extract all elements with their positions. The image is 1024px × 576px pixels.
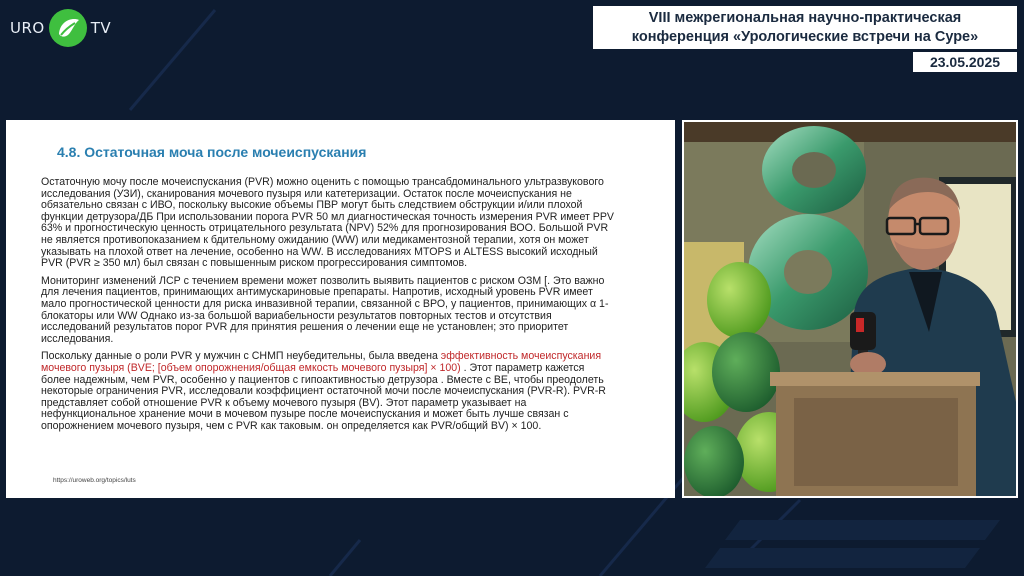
slide-paragraph-3 [41, 351, 616, 432]
conference-title-line2: конференция «Урологические встречи на Суре» [631, 28, 979, 45]
paragraph-3-end: . Этот параметр кажется более надежным, чем PVR, особенно у пациентов с гипоактивностью детрузора . Вместе с BE, чтобы преодолеть некоторые ограничения PVR, исследовали коэффициент остаточной мочи после мочеиспускания (PVR-R). PVR-R представляет собой отношение PVR к объему мочевого пузыря (BV). Этот параметр указывает на нефункциональное хранение мочи в мочевом пузыре после мочеиспускания и может быть лучше связан с опорожнением мочевого пузыря, чем с PVR как таковым. он определяется как PVR/общий BV) × 100. [41, 361, 606, 432]
date-badge: 23.05.2025 [913, 52, 1017, 72]
slide-paragraph-2: Мониторинг изменений ЛСР с течением времени может позволить выявить пациентов с риском ОЗМ [. Это важно для лечения пациентов, принимающих антимускариновые препараты. Напротив, исходный уровень PVR имеет мало прогностической ценности для риска инвазивной терапии, связанной с ВРО, у пациентов, принимающих α 1-блокаторы или WW Однако из-за большой вариабельности результатов повторных тестов и отсутствия исследований результатов порог PVR для принятия решения о лечении еще не установлен; это приоритет исследования. [41, 274, 609, 345]
slide-title: 4.8. Остаточная моча после мочеиспускания [57, 144, 367, 160]
speaker-video-scene [684, 122, 1016, 496]
slide-body [41, 177, 616, 438]
logo-text-left: URO [10, 19, 45, 37]
slide-source-link: https://uroweb.org/topics/luts [53, 477, 136, 484]
paragraph-3-highlight: эффективность мочеиспускания мочевого пузыря (BVE; [объем опорожнения/общая емкость мочевого пузыря] × 100) [41, 350, 602, 374]
logo-leaf-icon [48, 8, 88, 48]
presentation-slide [6, 120, 675, 498]
logo-text-right: TV [90, 19, 112, 37]
paragraph-3-start: Поскольку данные о роли PVR у мужчин с СНМП неубедительны, была введена [41, 350, 441, 363]
conference-title-line1: VIII межрегиональная научно-практическая [648, 9, 962, 26]
conference-banner [593, 6, 1017, 49]
urotv-logo [10, 8, 111, 48]
slide-paragraph-1: Остаточную мочу после мочеиспускания (PVR) можно оценить с помощью трансабдоминального ультразвукового исследования (УЗИ), сканирования мочевого пузыря или катетеризации. Остаток после мочеиспускания не обязательно связан с ИВО, поскольку высокие объемы ПВР могут быть следствием обструкции и/или плохой функции детрузора/ДБ При использовании порога PVR 50 мл диагностическая точность измерения PVR имеет PPV 63% и прогностическую ценность отрицательного результата (NPV) 52% для прогнозирования ВОО. Большой PVR не является противопоказанием к бдительному ожиданию (WW) или медикаментозной терапии, хотя он может указывать на плохой ответ на лечение, особенно на WW. В исследованиях MTOPS и ALTESS высокий исходный PVR (PVR ≥ 350 мл) был связан с повышенным риском прогрессирования симптомов. [41, 176, 614, 270]
speaker-video [682, 120, 1018, 498]
